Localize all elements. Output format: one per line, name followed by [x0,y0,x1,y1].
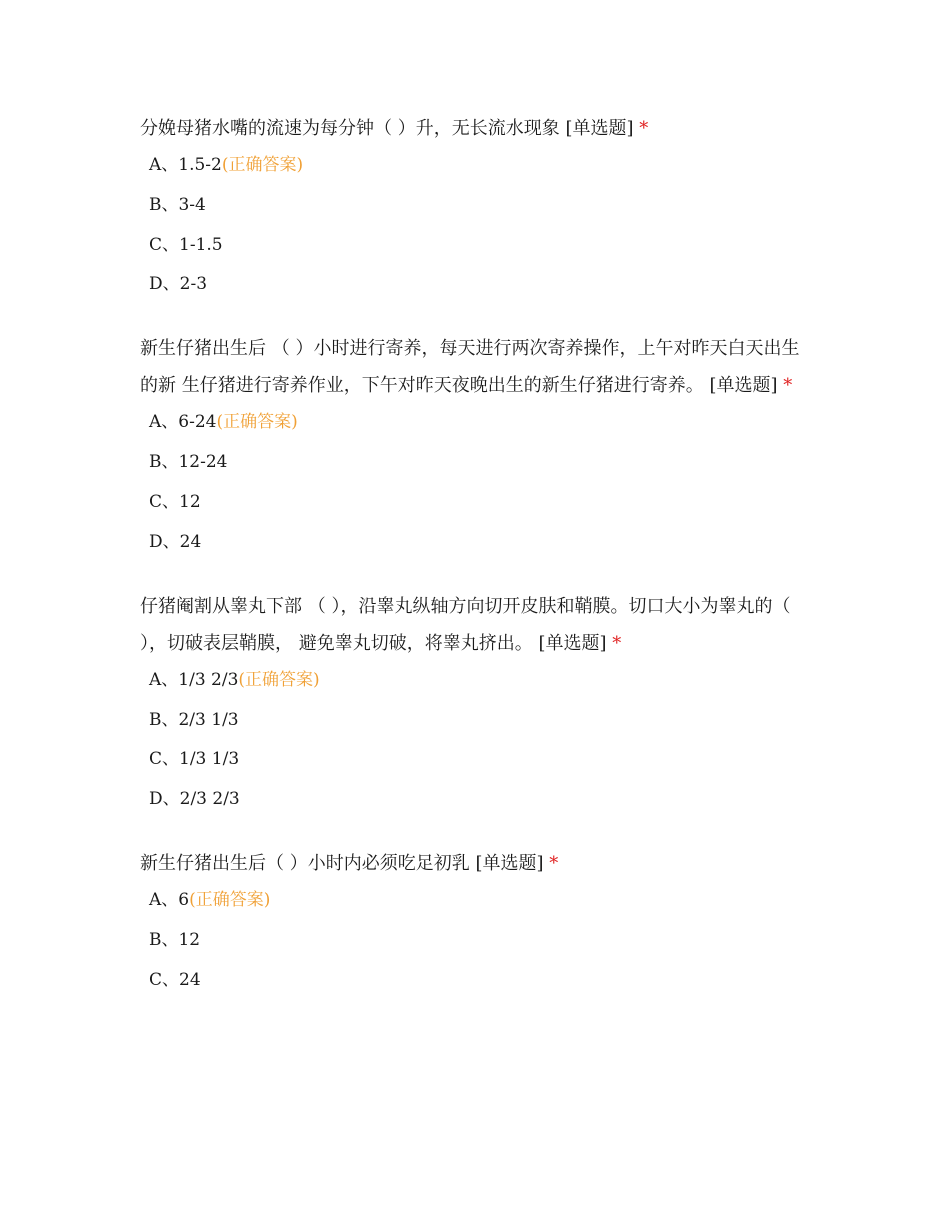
required-marker: * [639,118,649,139]
option-c [149,492,810,512]
question-3 [140,588,810,809]
option-label: B、2/3 1/3 [149,709,239,730]
option-label: A、1.5-2 [149,155,222,175]
option-label: B、3-4 [149,194,206,215]
option-label: D、24 [149,531,202,552]
option-label: A、6 [149,890,190,911]
option-d [149,532,810,552]
option-label: C、24 [149,969,201,990]
correct-answer-tag: (正确答案) [189,890,271,911]
correct-answer-tag: (正确答案) [221,155,304,175]
option-b [149,930,810,950]
question-2 [140,330,810,551]
option-label: C、1/3 1/3 [149,749,240,770]
correct-answer-tag: (正确答案) [238,669,320,690]
option-label: A、6-24 [149,412,217,433]
option-c [149,749,810,769]
option-a [149,670,810,690]
option-label: B、12 [149,929,201,950]
question-stem: 仔猪阉割从睾丸下部 （ ），沿睾丸纵轴方向切开皮肤和鞘膜。切口大小为睾丸的（ ），切破表层鞘膜， 避免睾丸切破，将睾丸挤出。 [单选题] [140,595,791,654]
option-label: D、2-3 [149,274,208,295]
option-d [149,789,810,809]
question-4 [140,845,810,990]
option-a [149,890,810,910]
question-stem: 新生仔猪出生后（ ）小时内必须吃足初乳 [单选题] [140,853,544,875]
option-label: C、12 [149,491,201,512]
question-text [140,110,810,147]
question-text [140,845,810,882]
question-text [140,588,810,662]
option-b [149,710,810,730]
option-c [149,235,810,255]
quiz-document [140,110,810,1026]
correct-answer-tag: (正确答案) [216,412,298,433]
option-label: A、1/3 2/3 [149,669,239,690]
option-label: B、12-24 [149,452,228,473]
question-text [140,330,810,404]
question-stem: 新生仔猪出生后 （ ）小时进行寄养，每天进行两次寄养操作，上午对昨天白天出生的新 生仔猪进行寄养作业，下午对昨天夜晚出生的新生仔猪进行寄养。 [单选题] [140,338,800,397]
option-a [149,155,810,175]
option-a [149,412,810,432]
required-marker: * [612,632,622,654]
option-c [149,970,810,990]
required-marker: * [549,853,559,875]
option-b [149,195,810,215]
option-d [149,274,810,294]
required-marker: * [783,375,793,397]
question-stem: 分娩母猪水嘴的流速为每分钟（ ）升，无长流水现象 [单选题] [140,118,634,139]
question-1 [140,110,810,294]
option-b [149,452,810,472]
option-label: D、2/3 2/3 [149,789,240,810]
option-label: C、1-1.5 [149,234,223,255]
